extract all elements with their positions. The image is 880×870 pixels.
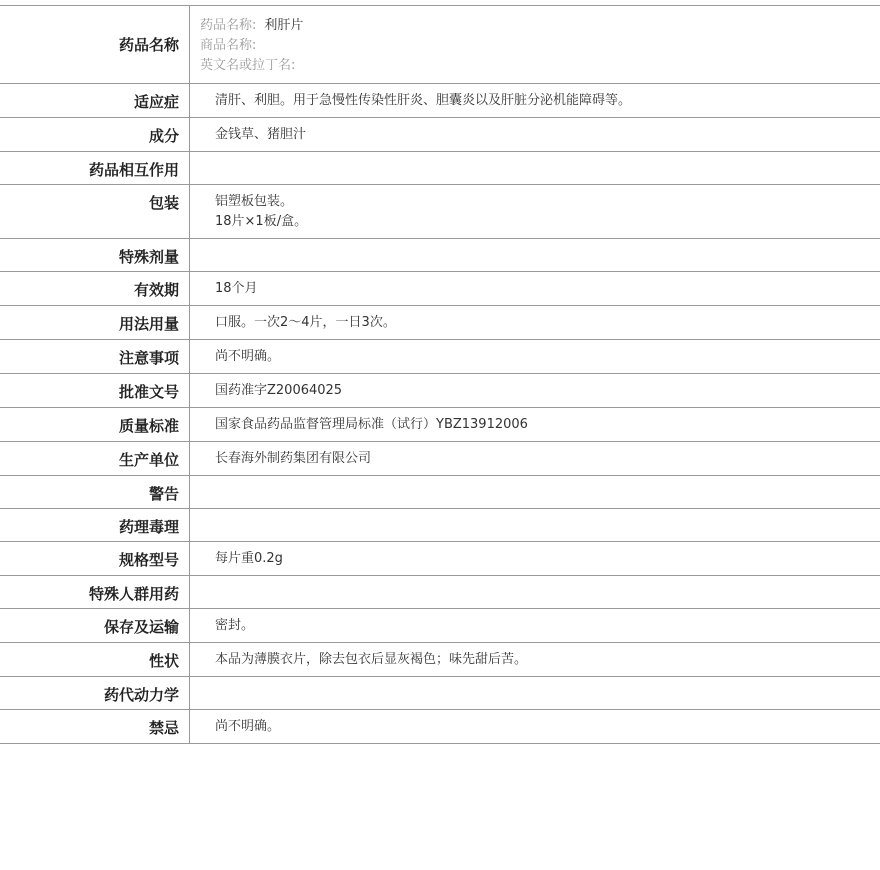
drug-spec-table	[0, 5, 880, 744]
english-name-line	[200, 56, 880, 76]
trade-name-line	[200, 36, 880, 56]
value-line: 铝塑板包装。	[215, 194, 294, 209]
value-line: 清肝、利胆。用于急慢性传染性肝炎、胆囊炎以及肝脏分泌机能障碍等。	[215, 93, 632, 108]
value-line: 18片×1板/盒。	[215, 214, 308, 229]
row-drug-name	[0, 6, 880, 84]
table-row	[0, 509, 880, 542]
row-value	[190, 84, 880, 117]
row-label: 禁忌	[0, 710, 190, 743]
row-value	[190, 677, 880, 709]
value-line: 国药准字Z20064025	[215, 383, 343, 398]
row-value	[190, 576, 880, 608]
row-value	[190, 306, 880, 339]
row-label: 特殊剂量	[0, 239, 190, 271]
table-row	[0, 609, 880, 643]
value-line: 密封。	[215, 618, 255, 633]
drug-name-value: 利肝片	[264, 18, 304, 33]
value-line: 口服。一次2～4片，一日3次。	[215, 315, 396, 330]
table-row	[0, 306, 880, 340]
english-name-key: 英文名或拉丁名:	[200, 58, 296, 73]
row-label: 药代动力学	[0, 677, 190, 709]
row-label: 药品名称	[0, 6, 190, 83]
row-label: 有效期	[0, 272, 190, 305]
row-label: 警告	[0, 476, 190, 508]
spec-rows	[0, 84, 880, 744]
row-label: 包装	[0, 185, 190, 238]
row-label: 性状	[0, 643, 190, 676]
row-label: 批准文号	[0, 374, 190, 407]
row-label: 质量标准	[0, 408, 190, 441]
row-value	[190, 442, 880, 475]
value-line: 18个月	[215, 281, 258, 296]
table-row	[0, 408, 880, 442]
table-row	[0, 340, 880, 374]
row-value	[190, 185, 880, 238]
row-label: 特殊人群用药	[0, 576, 190, 608]
table-row	[0, 239, 880, 272]
row-value	[190, 118, 880, 151]
row-value	[190, 609, 880, 642]
table-row	[0, 710, 880, 744]
row-value	[190, 340, 880, 373]
row-label: 生产单位	[0, 442, 190, 475]
row-value	[190, 408, 880, 441]
row-label: 用法用量	[0, 306, 190, 339]
row-label: 注意事项	[0, 340, 190, 373]
row-value	[190, 509, 880, 541]
table-row	[0, 118, 880, 152]
drug-name-key: 药品名称:	[200, 18, 257, 33]
row-label: 成分	[0, 118, 190, 151]
row-value	[190, 374, 880, 407]
value-line: 每片重0.2g	[215, 551, 283, 566]
row-value	[190, 272, 880, 305]
table-row	[0, 677, 880, 710]
value-line: 国家食品药品监督管理局标准（试行）YBZ13912006	[215, 417, 528, 432]
value-line: 金钱草、猪胆汁	[215, 127, 307, 142]
row-value	[190, 710, 880, 743]
row-label: 保存及运输	[0, 609, 190, 642]
value-line: 本品为薄膜衣片，除去包衣后显灰褐色；味先甜后苦。	[215, 652, 528, 667]
row-label: 药品相互作用	[0, 152, 190, 184]
row-value	[190, 643, 880, 676]
table-row	[0, 542, 880, 576]
table-row	[0, 442, 880, 476]
value-line: 尚不明确。	[215, 349, 281, 364]
table-row	[0, 272, 880, 306]
table-row	[0, 576, 880, 609]
trade-name-key: 商品名称:	[200, 38, 257, 53]
table-row	[0, 84, 880, 118]
name-values	[190, 6, 880, 83]
row-value	[190, 542, 880, 575]
table-row	[0, 152, 880, 185]
value-line: 长春海外制药集团有限公司	[215, 451, 372, 466]
drug-name-line	[200, 16, 880, 36]
row-label: 适应症	[0, 84, 190, 117]
table-row	[0, 374, 880, 408]
value-line: 尚不明确。	[215, 719, 281, 734]
row-value	[190, 476, 880, 508]
row-value	[190, 239, 880, 271]
row-label: 药理毒理	[0, 509, 190, 541]
table-row	[0, 643, 880, 677]
row-value	[190, 152, 880, 184]
table-row	[0, 185, 880, 239]
table-row	[0, 476, 880, 509]
row-label: 规格型号	[0, 542, 190, 575]
